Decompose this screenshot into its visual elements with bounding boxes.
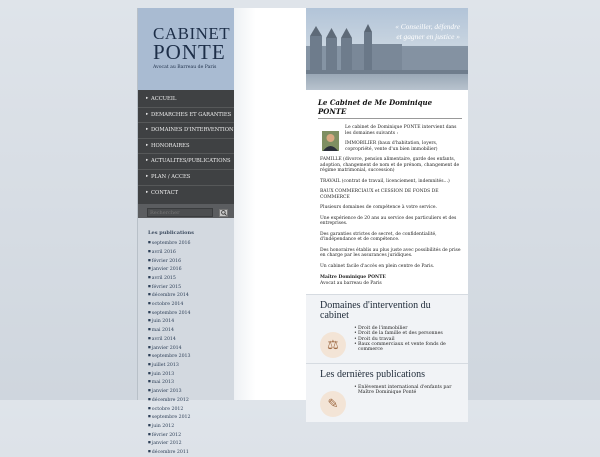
search-input[interactable]: [147, 208, 213, 217]
archive-link[interactable]: ■ janvier 2014: [148, 344, 234, 353]
hero-quote: [395, 22, 460, 41]
publication-icon: ✎: [320, 391, 346, 417]
brand-line2: PONTE: [153, 40, 226, 64]
site-logo[interactable]: [138, 8, 234, 90]
archive-link[interactable]: ■ octobre 2014: [148, 300, 234, 309]
archive-link[interactable]: ■ avril 2015: [148, 274, 234, 283]
archive-link[interactable]: ■ mai 2014: [148, 326, 234, 335]
sidebar: [138, 8, 234, 456]
publications-heading: Les publications: [148, 230, 194, 237]
archive-link[interactable]: ■ mai 2013: [148, 378, 234, 387]
archive-link[interactable]: ■ septembre 2014: [148, 309, 234, 318]
archive-link[interactable]: ■ avril 2014: [148, 335, 234, 344]
signature-name: Maître Dominique PONTE: [320, 275, 386, 280]
main-content: [306, 8, 468, 412]
article: [306, 90, 468, 422]
dernieres-heading: Les dernières publications: [320, 369, 425, 380]
archive-link[interactable]: ■ avril 2016: [148, 248, 234, 257]
domaine-link[interactable]: • Droit de la famille et des personnes: [354, 331, 460, 336]
nav-item-plan[interactable]: ▸ PLAN / ACCES: [138, 170, 234, 186]
archive-link[interactable]: ■ octobre 2012: [148, 405, 234, 414]
domain-baux: BAUX COMMERCIAUX et CESSION DE FONDS DE COMMERCE: [320, 189, 439, 200]
paragraph: Plusieurs domaines de compétence à votre service.: [320, 205, 437, 210]
page-title: Le Cabinet de Me Dominique PONTE: [318, 98, 462, 119]
paragraph: Des honoraires établis au plus juste avec possibilités de prise en charge par les assurances juridiques.: [320, 247, 461, 258]
intro-text: Le cabinet de Dominique PONTE intervient dans les domaines suivants :: [345, 125, 457, 136]
domaines-widget: [306, 294, 468, 363]
archive-link[interactable]: ■ décembre 2012: [148, 396, 234, 405]
nav-item-contact[interactable]: ▸ CONTACT: [138, 186, 234, 202]
quote-line2: et gagner en justice »: [396, 31, 460, 41]
domain-famille: FAMILLE (divorce, pension alimentaire, garde des enfants, adoption, changement de nom et de prénom, changement de régime matrimonial, succession): [320, 157, 460, 173]
domaine-link[interactable]: • Droit du travail: [354, 337, 460, 342]
main-nav: [138, 90, 234, 204]
archive-link[interactable]: ■ septembre 2013: [148, 352, 234, 361]
paragraph: Un cabinet facile d'accès en plein centre de Paris.: [320, 263, 435, 269]
paragraph: Une expérience de 20 ans au service des particuliers et des entreprises.: [320, 215, 457, 226]
archive-link[interactable]: ■ juin 2014: [148, 317, 234, 326]
archive-link[interactable]: ■ février 2012: [148, 431, 234, 440]
archive-link[interactable]: ■ janvier 2016: [148, 265, 234, 274]
domaine-link[interactable]: • Baux commerciaux et vente fonds de commerce: [354, 342, 460, 353]
archive-link[interactable]: ■ juillet 2013: [148, 361, 234, 370]
domain-travail: TRAVAIL (contrat de travail, licenciement, indemnités…): [320, 178, 450, 184]
domaines-heading: Domaines d'intervention du cabinet: [320, 300, 431, 321]
quote-line1: « Conseiller, défendre: [395, 22, 460, 31]
archive-link[interactable]: ■ septembre 2012: [148, 413, 234, 422]
paragraph: Des garanties strictes de secret, de confidentialité, d'indépendance et de compétence.: [320, 231, 437, 242]
nav-item-honoraires[interactable]: ▸ HONORAIRES: [138, 139, 234, 155]
archive-link[interactable]: ■ février 2015: [148, 283, 234, 292]
archive-link[interactable]: ■ janvier 2012: [148, 439, 234, 448]
archive-link[interactable]: ■ juin 2012: [148, 422, 234, 431]
archive-link[interactable]: ■ janvier 2013: [148, 387, 234, 396]
page-frame: [137, 8, 467, 456]
dernieres-list: [354, 385, 460, 417]
intro-section: [320, 125, 462, 152]
hero-banner: [306, 8, 468, 90]
archive-link[interactable]: ■ juin 2013: [148, 370, 234, 379]
search-bar: [138, 204, 234, 218]
brand-line1: CABINET: [153, 24, 231, 43]
column-gutter: [234, 8, 306, 400]
archive-link[interactable]: ■ décembre 2011: [148, 448, 234, 457]
nav-item-demarches[interactable]: ▸ DEMARCHES ET GARANTIES: [138, 108, 234, 124]
publication-link[interactable]: • Enlèvement international d'enfants par Maître Dominique Ponté: [354, 385, 460, 396]
search-icon: [221, 210, 227, 216]
lawyer-photo: [322, 131, 339, 151]
scales-of-justice-icon: ⚖: [320, 332, 346, 358]
brand-subtitle: Avocat au Barreau de Paris: [153, 65, 217, 70]
publications-archive: [138, 239, 234, 457]
domaine-link[interactable]: • Droit de l'immobilier: [354, 326, 460, 331]
nav-item-actualites[interactable]: ▸ ACTUALITES/PUBLICATIONS: [138, 154, 234, 170]
signature-title: Avocat au barreau de Paris: [320, 280, 382, 286]
search-button[interactable]: [219, 209, 228, 217]
archive-link[interactable]: ■ septembre 2016: [148, 239, 234, 248]
archive-link[interactable]: ■ février 2016: [148, 257, 234, 266]
domaines-list: [354, 326, 460, 358]
nav-item-accueil[interactable]: ▸ ACCUEIL: [138, 92, 234, 108]
dernieres-publications-widget: [306, 363, 468, 422]
signature: [320, 275, 462, 286]
nav-item-domaines[interactable]: ▸ DOMAINES D'INTERVENTION: [138, 123, 234, 139]
domain-immobilier: IMMOBILIER (baux d'habitation, loyers, copropriété, vente d'un bien immobilier): [345, 141, 438, 152]
archive-link[interactable]: ■ décembre 2014: [148, 291, 234, 300]
